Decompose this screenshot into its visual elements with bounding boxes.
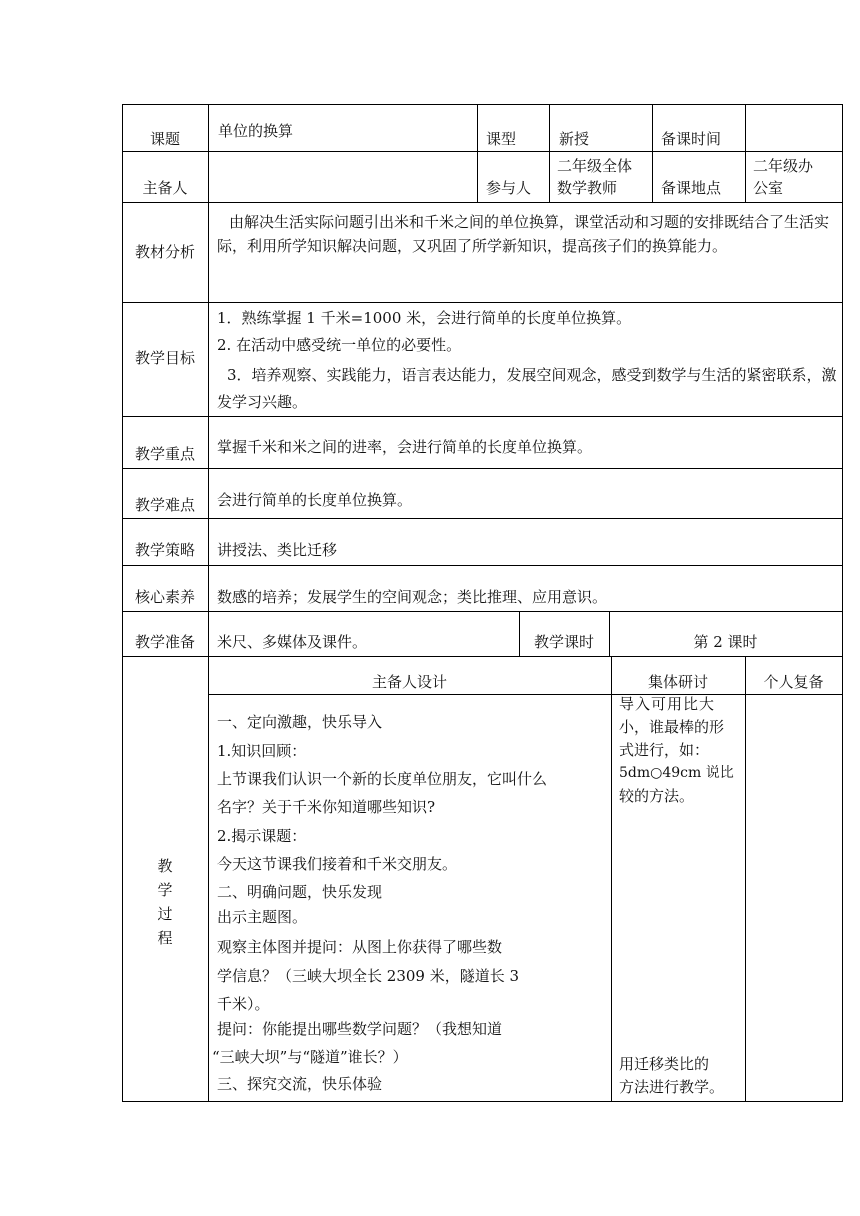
design-line: 2.揭示课题： (217, 827, 307, 845)
objectives-label: 教学目标 (134, 349, 195, 367)
grid-line (122, 611, 843, 612)
material-analysis-text: 由解决生活实际问题引出米和千米之间的单位换算，课堂活动和习题的安排既结合了生活实际，利用所学知识解决问题，又巩固了所学新知识，提高孩子们的换算能力。 (217, 213, 830, 255)
research-note-line: 方法进行教学。 (619, 1078, 725, 1096)
column-header-personal: 个人复备 (763, 673, 824, 691)
key-point-label: 教学重点 (134, 445, 195, 463)
grid-line (122, 1101, 843, 1102)
subject-value: 单位的换算 (218, 122, 294, 140)
grid-line (122, 104, 843, 105)
grid-line (122, 202, 843, 203)
key-point-text: 掌握千米和米之间的进率，会进行简单的长度单位换算。 (217, 438, 593, 456)
grid-line (549, 104, 550, 202)
grid-line (122, 416, 843, 417)
grid-line (745, 656, 746, 1102)
type-label: 课型 (486, 130, 517, 148)
grid-line (745, 104, 746, 202)
participants-value-line2: 数学教师 (557, 179, 618, 197)
strategy-label: 教学策略 (134, 541, 195, 559)
design-line: 提问：你能提出哪些数学问题？（我想知道 (217, 1020, 503, 1038)
grid-line (477, 104, 478, 202)
material-analysis-label: 教材分析 (134, 243, 195, 261)
research-note-line: 用迁移类比的 (619, 1055, 710, 1073)
process-label-char-4: 程 (157, 929, 173, 947)
grid-line (122, 518, 843, 519)
design-line: 1.知识回顾： (217, 742, 307, 760)
class-hours-value: 第 2 课时 (693, 633, 758, 651)
design-line: 上节课我们认识一个新的长度单位朋友，它叫什么 (217, 770, 548, 788)
research-note-line: 较的方法。 (619, 787, 695, 805)
location-value-line1: 二年级办 (753, 157, 814, 175)
location-label: 备课地点 (661, 179, 722, 197)
grid-line (652, 104, 653, 202)
participants-label: 参与人 (486, 179, 532, 197)
grid-line (208, 694, 843, 695)
design-line: 二、明确问题，快乐发现 (217, 883, 383, 901)
design-line: 千米）。 (217, 995, 270, 1013)
prep-time-label: 备课时间 (661, 130, 722, 148)
research-note-line: 小，谁最棒的形 (619, 718, 725, 736)
objective-item-2: 2. 在活动中感受统一单位的必要性。 (217, 336, 462, 354)
column-header-design: 主备人设计 (371, 673, 447, 691)
lead-label: 主备人 (142, 179, 188, 197)
process-label-char-1: 教 (157, 857, 173, 875)
class-hours-label: 教学课时 (533, 633, 594, 651)
preparation-label: 教学准备 (134, 633, 195, 651)
type-value: 新授 (559, 130, 590, 148)
difficulty-text: 会进行简单的长度单位换算。 (217, 491, 413, 509)
design-line: 学信息？（三峡大坝全长 2309 米，隧道长 3 (217, 967, 520, 985)
research-note-line: 5dm○49cm 说比 (619, 765, 734, 781)
subject-label: 课题 (149, 130, 180, 148)
grid-line (122, 151, 843, 152)
core-literacy-text: 数感的培养；发展学生的空间观念；类比推理、应用意识。 (217, 588, 608, 606)
grid-line (842, 104, 843, 1102)
strategy-text: 讲授法、类比迁移 (217, 541, 338, 559)
design-line: 今天这节课我们接着和千米交朋友。 (217, 855, 458, 873)
design-line: 三、探究交流，快乐体验 (217, 1075, 383, 1093)
preparation-text: 米尺、多媒体及课件。 (217, 633, 368, 651)
process-label-char-2: 学 (157, 881, 173, 899)
grid-line (122, 565, 843, 566)
grid-line (611, 656, 612, 1102)
objective-item-1: 1．熟练掌握 1 千米=1000 米，会进行简单的长度单位换算。 (217, 309, 632, 327)
participants-value-line1: 二年级全体 (557, 157, 633, 175)
location-value-line2: 公室 (753, 179, 784, 197)
grid-line (122, 468, 843, 469)
research-note-line: 式进行，如： (619, 741, 710, 759)
research-note-line: 导入可用比大 (619, 695, 716, 713)
design-line: 名字？关于千米你知道哪些知识? (217, 798, 436, 816)
design-line: 观察主体图并提问：从图上你获得了哪些数 (217, 938, 503, 956)
process-label-char-3: 过 (157, 905, 173, 923)
grid-line (122, 656, 843, 657)
column-header-research: 集体研讨 (647, 673, 708, 691)
design-line: “三峡大坝”与“隧道”谁长？） (212, 1048, 408, 1066)
difficulty-label: 教学难点 (134, 496, 195, 514)
design-line: 出示主题图。 (217, 908, 308, 926)
grid-line (208, 104, 209, 1102)
objective-item-3: 3．培养观察、实践能力，语言表达能力，发展空间观念，感受到数学与生活的紧密联系，激发学习兴趣。 (217, 366, 837, 411)
design-line: 一、定向激趣，快乐导入 (217, 713, 383, 731)
core-literacy-label: 核心素养 (134, 588, 195, 606)
grid-line (122, 302, 843, 303)
